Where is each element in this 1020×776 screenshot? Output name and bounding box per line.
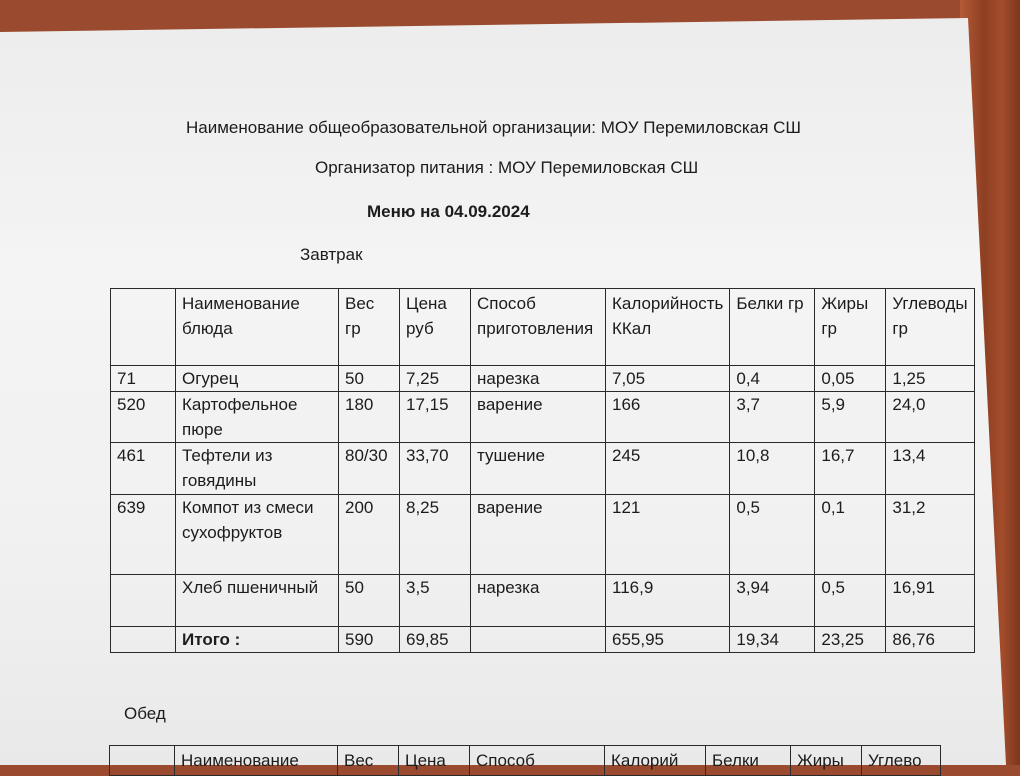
cell-carbs: 13,4 [886,443,974,495]
cell-code: 520 [111,392,176,443]
cell-carbs: 16,91 [886,575,974,627]
cell-code: 71 [111,366,176,392]
cell-weight: 200 [339,495,400,575]
cell-dish: Картофельное пюре [176,392,339,443]
cell-weight: 180 [339,392,400,443]
table-row [111,443,975,495]
cell-carbs: 24,0 [886,392,974,443]
header-calories: Калорийность ККал [606,289,730,366]
cell-method: нарезка [471,575,606,627]
header-fat: Жиры [791,746,862,776]
cell-code: 461 [111,443,176,495]
cell-price: 33,70 [400,443,471,495]
cell-fat: 0,1 [815,495,886,575]
menu-title: Меню на 04.09.2024 [367,202,530,221]
total-carbs: 86,76 [886,627,974,653]
cell-calories: 166 [606,392,730,443]
cell-protein: 3,94 [730,575,815,627]
cell-protein: 0,4 [730,366,815,392]
total-weight: 590 [339,627,400,653]
cell-weight: 80/30 [339,443,400,495]
cell-protein: 0,5 [730,495,815,575]
total-fat: 23,25 [815,627,886,653]
cell-carbs: 1,25 [886,366,974,392]
header-price: Цена [399,746,470,776]
header-calories: Калорий [605,746,706,776]
header-code [111,289,176,366]
cell-fat: 5,9 [815,392,886,443]
organizer-line: Организатор питания : МОУ Перемиловская СШ [315,158,699,177]
header-cooking-method: Способ приготовления [471,289,606,366]
breakfast-label: Завтрак [300,245,363,264]
header-fat: Жиры гр [815,289,886,366]
cell-code [111,575,176,627]
cell-weight: 50 [339,575,400,627]
table-row [111,575,975,627]
table-row [111,495,975,575]
total-protein: 19,34 [730,627,815,653]
header-protein: Белки гр [730,289,815,366]
total-method [471,627,606,653]
cell-calories: 121 [606,495,730,575]
cell-fat: 16,7 [815,443,886,495]
cell-method: нарезка [471,366,606,392]
cell-calories: 245 [606,443,730,495]
cell-price: 3,5 [400,575,471,627]
table-row [111,392,975,443]
cell-calories: 116,9 [606,575,730,627]
cell-price: 8,25 [400,495,471,575]
table-header-row [111,289,975,366]
cell-fat: 0,05 [815,366,886,392]
header-cooking-method: Способ [470,746,605,776]
lunch-table [109,745,941,776]
total-label: Итого : [176,627,339,653]
header-price: Цена руб [400,289,471,366]
table-row [111,366,975,392]
cell-dish: Огурец [176,366,339,392]
cell-dish: Хлеб пшеничный [176,575,339,627]
cell-weight: 50 [339,366,400,392]
header-weight: Вес [338,746,399,776]
cell-protein: 3,7 [730,392,815,443]
cell-carbs: 31,2 [886,495,974,575]
header-weight: Вес гр [339,289,400,366]
cell-code: 639 [111,495,176,575]
cell-protein: 10,8 [730,443,815,495]
table-header-row [110,746,941,776]
cell-dish: Тефтели из говядины [176,443,339,495]
total-price: 69,85 [400,627,471,653]
organization-line: Наименование общеобразовательной организации: МОУ Перемиловская СШ [186,118,801,137]
header-code [110,746,175,776]
cell-code [111,627,176,653]
cell-price: 7,25 [400,366,471,392]
total-row [111,627,975,653]
cell-method: варение [471,392,606,443]
cell-dish: Компот из смеси сухофруктов [176,495,339,575]
cell-method: варение [471,495,606,575]
header-protein: Белки [706,746,791,776]
total-calories: 655,95 [606,627,730,653]
header-dish-name: Наименование [175,746,338,776]
cell-fat: 0,5 [815,575,886,627]
cell-price: 17,15 [400,392,471,443]
header-carbs: Углеводы гр [886,289,974,366]
header-dish-name: Наименование блюда [176,289,339,366]
lunch-label: Обед [124,704,166,723]
header-carbs: Углево [862,746,941,776]
cell-method: тушение [471,443,606,495]
cell-calories: 7,05 [606,366,730,392]
breakfast-table [110,288,975,653]
